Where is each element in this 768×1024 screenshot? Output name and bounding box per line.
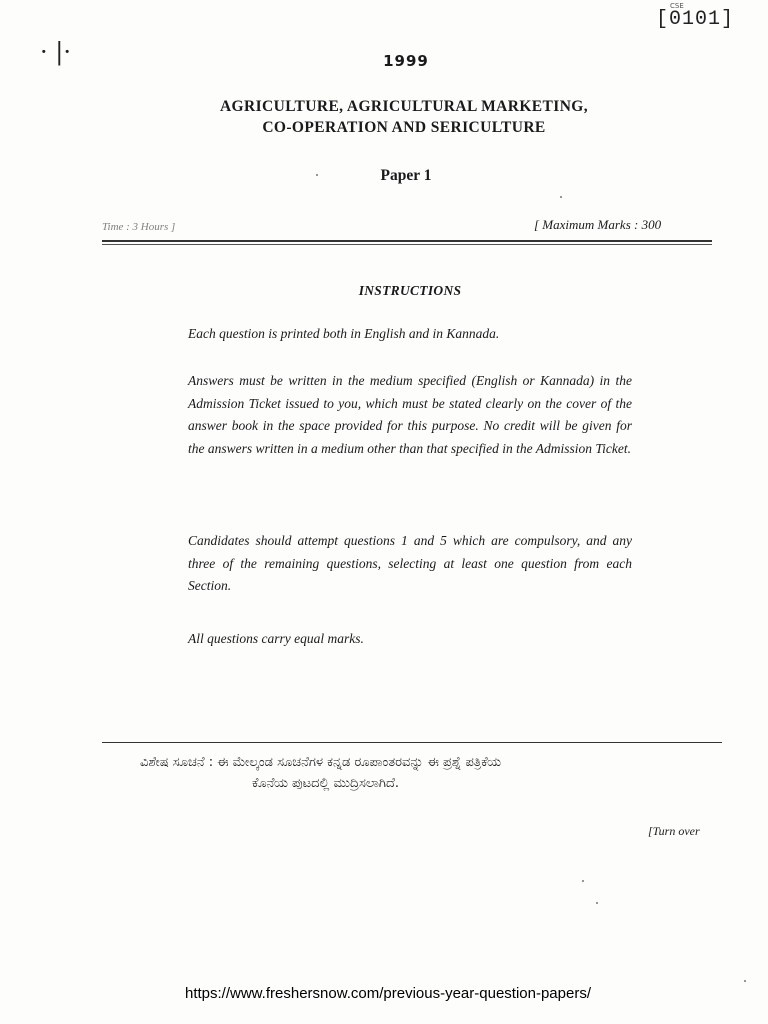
- source-url[interactable]: https://www.freshersnow.com/previous-year-question-papers/: [184, 985, 591, 1002]
- instruction-paragraph: Each question is printed both in English and in Kannada.: [188, 326, 500, 341]
- header-divider-thin: [102, 244, 712, 245]
- paper-number: Paper 1: [380, 167, 432, 184]
- header-divider: [102, 240, 712, 242]
- margin-mark: · |·: [40, 38, 71, 66]
- maximum-marks: [ Maximum Marks : 300: [534, 217, 662, 232]
- scan-speck: [596, 902, 598, 904]
- scan-speck: [316, 174, 318, 176]
- kannada-note-line1: ವಿಶೇಷ ಸೂಚನೆ : ಈ ಮೇಲ್ಕಂಡ ಸೂಚನೆಗಳ ಕನ್ನಡ ರೂಪಾಂತರವನ್ನು ಈ ಪ್ರಶ್ನೆ ಪತ್ರಿಕೆಯ: [140, 755, 502, 770]
- scan-speck: [582, 880, 584, 882]
- instruction-paragraph: Candidates should attempt questions 1 and 5 which are compulsory, and any three of the remaining questions, selecting at least one question from each Section.: [188, 533, 632, 593]
- instruction-paragraph: Answers must be written in the medium specified (English or Kannada) in the Admission Ticket issued to you, which must be stated clearly on the cover of the answer book in the space provided for this purpose. No credit will be given for the answers written in a medium other than that specified in the Admission Ticket.: [188, 373, 632, 456]
- turn-over-label: [Turn over: [648, 824, 700, 838]
- instruction-paragraph: All questions carry equal marks.: [188, 631, 364, 646]
- scan-speck: [744, 980, 746, 982]
- exam-title-line1: AGRICULTURE, AGRICULTURAL MARKETING,: [219, 98, 589, 115]
- scan-speck: [560, 196, 562, 198]
- paper-code-small: CSE: [670, 2, 684, 10]
- kannada-note-line2: ಕೊನೆಯ ಪುಟದಲ್ಲಿ ಮುದ್ರಿಸಲಾಗಿದೆ.: [252, 776, 400, 791]
- footer-divider: [102, 742, 722, 743]
- paper-code: [0101]: [656, 8, 735, 31]
- instructions-heading: INSTRUCTIONS: [358, 283, 462, 298]
- exam-title-line2: CO-OPERATION AND SERICULTURE: [262, 119, 546, 136]
- time-allowed: Time : 3 Hours ]: [102, 221, 176, 233]
- exam-year: 1999: [383, 52, 429, 70]
